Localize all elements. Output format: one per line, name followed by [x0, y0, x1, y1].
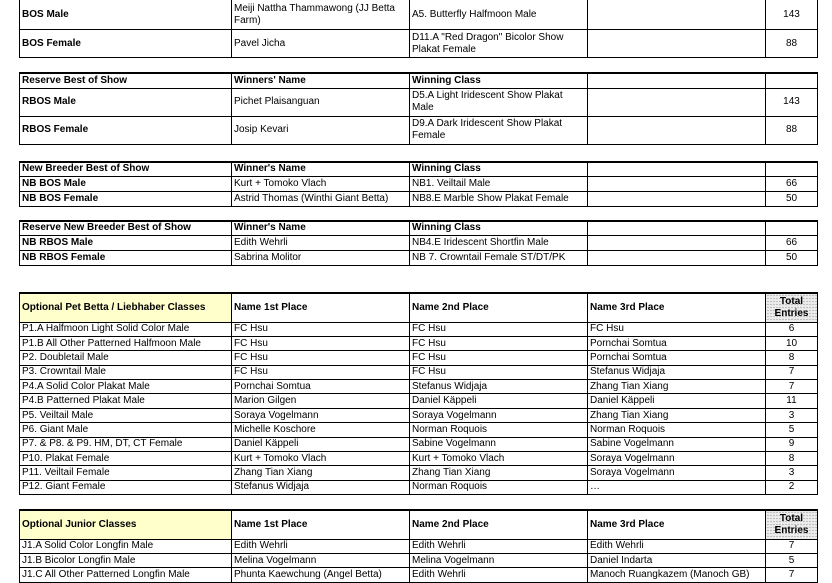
entries-cell: 8: [766, 351, 818, 365]
second-place-cell: Norman Roquois: [410, 480, 588, 494]
category-header: Optional Pet Betta / Liebhaber Classes: [20, 293, 232, 322]
second-place-cell: Daniel Käppeli: [410, 394, 588, 408]
empty-cell: [588, 88, 766, 116]
award-cell: NB BOS Female: [20, 191, 232, 206]
pet-betta-classes-table: [19, 292, 818, 495]
table-row: [20, 322, 818, 336]
first-place-cell: Soraya Vogelmann: [232, 408, 410, 422]
table-row: [20, 250, 818, 265]
award-cell: BOS Male: [20, 0, 232, 30]
table-row: [20, 452, 818, 466]
table-row: [20, 553, 818, 567]
total-entries-header: Total Entries: [766, 510, 818, 539]
first-place-cell: Zhang Tian Xiang: [232, 466, 410, 480]
third-place-cell: Manoch Ruangkazem (Manoch GB): [588, 568, 766, 582]
first-place-cell: FC Hsu: [232, 336, 410, 350]
first-place-cell: Edith Wehrli: [232, 539, 410, 553]
class-name-cell: P3. Crowntail Male: [20, 365, 232, 379]
entries-cell: 3: [766, 408, 818, 422]
entries-cell: 66: [766, 176, 818, 191]
empty-cell: [588, 235, 766, 250]
entries-cell: 143: [766, 0, 818, 30]
winning-class-cell: NB 7. Crowntail Female ST/DT/PK: [410, 250, 588, 265]
class-name-cell: P4.A Solid Color Plakat Male: [20, 380, 232, 394]
second-place-cell: FC Hsu: [410, 365, 588, 379]
column-header: Winner's Name: [232, 162, 410, 176]
second-place-cell: Stefanus Widjaja: [410, 380, 588, 394]
class-name-cell: P11. Veiltail Female: [20, 466, 232, 480]
entries-cell: 5: [766, 553, 818, 567]
third-place-cell: Pornchai Somtua: [588, 351, 766, 365]
third-place-cell: Daniel Indarta: [588, 553, 766, 567]
first-place-cell: Michelle Koschore: [232, 423, 410, 437]
third-place-cell: Pornchai Somtua: [588, 336, 766, 350]
column-header: Name 2nd Place: [410, 510, 588, 539]
entries-cell: 7: [766, 539, 818, 553]
class-name-cell: J1.A Solid Color Longfin Male: [20, 539, 232, 553]
second-place-cell: FC Hsu: [410, 322, 588, 336]
entries-cell: 88: [766, 30, 818, 58]
column-header: Winning Class: [410, 162, 588, 176]
column-header: Winning Class: [410, 73, 588, 88]
first-place-cell: FC Hsu: [232, 322, 410, 336]
second-place-cell: Zhang Tian Xiang: [410, 466, 588, 480]
table-row: [20, 191, 818, 206]
first-place-cell: Pornchai Somtua: [232, 380, 410, 394]
category-header: Optional Junior Classes: [20, 510, 232, 539]
entries-cell: 8: [766, 452, 818, 466]
first-place-cell: FC Hsu: [232, 351, 410, 365]
third-place-cell: Norman Roquois: [588, 423, 766, 437]
new-breeder-best-of-show-table: [19, 161, 818, 207]
column-header: Winners' Name: [232, 73, 410, 88]
empty-cell: [588, 116, 766, 144]
entries-cell: 5: [766, 423, 818, 437]
second-place-cell: Sabine Vogelmann: [410, 437, 588, 451]
table-row: [20, 568, 818, 582]
class-name-cell: P12. Giant Female: [20, 480, 232, 494]
empty-cell: [588, 162, 766, 176]
winner-name-cell: Kurt + Tomoko Vlach: [232, 176, 410, 191]
column-header: New Breeder Best of Show: [20, 162, 232, 176]
class-name-cell: P7. & P8. & P9. HM, DT, CT Female: [20, 437, 232, 451]
empty-cell: [588, 176, 766, 191]
class-name-cell: P5. Veiltail Male: [20, 408, 232, 422]
award-cell: RBOS Female: [20, 116, 232, 144]
column-header: Reserve New Breeder Best of Show: [20, 221, 232, 235]
entries-cell: 10: [766, 336, 818, 350]
table-header-row: [20, 293, 818, 322]
table-row: [20, 437, 818, 451]
entries-cell: 143: [766, 88, 818, 116]
entries-cell: 88: [766, 116, 818, 144]
column-header: Name 1st Place: [232, 510, 410, 539]
winning-class-cell: A5. Butterfly Halfmoon Male: [410, 0, 588, 30]
best-of-show-table: [19, 0, 818, 58]
table-row: [20, 116, 818, 144]
empty-cell: [766, 73, 818, 88]
table-row: [20, 394, 818, 408]
award-cell: NB RBOS Female: [20, 250, 232, 265]
first-place-cell: FC Hsu: [232, 365, 410, 379]
junior-classes-table: [19, 509, 818, 583]
class-name-cell: J1.B Bicolor Longfin Male: [20, 553, 232, 567]
reserve-new-breeder-best-of-show-table: [19, 220, 818, 266]
third-place-cell: Zhang Tian Xiang: [588, 380, 766, 394]
table-row: [20, 480, 818, 494]
class-name-cell: J1.C All Other Patterned Longfin Male: [20, 568, 232, 582]
winner-name-cell: Pavel Jicha: [232, 30, 410, 58]
class-name-cell: P6. Giant Male: [20, 423, 232, 437]
column-header: Winning Class: [410, 221, 588, 235]
winner-name-cell: Pichet Plaisanguan: [232, 88, 410, 116]
table-row: [20, 351, 818, 365]
entries-cell: 7: [766, 365, 818, 379]
second-place-cell: Norman Roquois: [410, 423, 588, 437]
empty-cell: [588, 0, 766, 30]
junior-rows: [20, 539, 818, 582]
award-cell: NB RBOS Male: [20, 235, 232, 250]
third-place-cell: FC Hsu: [588, 322, 766, 336]
table-row: [20, 380, 818, 394]
entries-cell: 50: [766, 191, 818, 206]
award-cell: BOS Female: [20, 30, 232, 58]
entries-cell: 6: [766, 322, 818, 336]
total-entries-header: Total Entries: [766, 293, 818, 322]
second-place-cell: Soraya Vogelmann: [410, 408, 588, 422]
second-place-cell: Edith Wehrli: [410, 539, 588, 553]
first-place-cell: Marion Gilgen: [232, 394, 410, 408]
empty-cell: [588, 191, 766, 206]
winner-name-cell: Astrid Thomas (Winthi Giant Betta): [232, 191, 410, 206]
column-header: Winner's Name: [232, 221, 410, 235]
empty-cell: [766, 221, 818, 235]
winning-class-cell: D5.A Light Iridescent Show Plakat Male: [410, 88, 588, 116]
table-row: [20, 336, 818, 350]
winning-class-cell: NB1. Veiltail Male: [410, 176, 588, 191]
table-row: [20, 176, 818, 191]
column-header: Name 3rd Place: [588, 293, 766, 322]
third-place-cell: Daniel Käppeli: [588, 394, 766, 408]
column-header: Name 1st Place: [232, 293, 410, 322]
third-place-cell: Soraya Vogelmann: [588, 466, 766, 480]
class-name-cell: P4.B Patterned Plakat Male: [20, 394, 232, 408]
column-header: Name 3rd Place: [588, 510, 766, 539]
table-header-row: [20, 162, 818, 176]
entries-cell: 7: [766, 568, 818, 582]
entries-cell: 2: [766, 480, 818, 494]
pet-betta-rows: [20, 322, 818, 495]
winner-name-cell: Meiji Nattha Thammawong (JJ Betta Farm): [232, 0, 410, 30]
table-row: [20, 539, 818, 553]
table-row: [20, 423, 818, 437]
first-place-cell: Melina Vogelmann: [232, 553, 410, 567]
third-place-cell: Sabine Vogelmann: [588, 437, 766, 451]
second-place-cell: FC Hsu: [410, 336, 588, 350]
second-place-cell: Melina Vogelmann: [410, 553, 588, 567]
entries-cell: 9: [766, 437, 818, 451]
winning-class-cell: D11.A "Red Dragon" Bicolor Show Plakat Female: [410, 30, 588, 58]
first-place-cell: Phunta Kaewchung (Angel Betta): [232, 568, 410, 582]
entries-cell: 7: [766, 380, 818, 394]
second-place-cell: FC Hsu: [410, 351, 588, 365]
winning-class-cell: D9.A Dark Iridescent Show Plakat Female: [410, 116, 588, 144]
empty-cell: [588, 30, 766, 58]
empty-cell: [588, 73, 766, 88]
entries-cell: 50: [766, 250, 818, 265]
third-place-cell: …: [588, 480, 766, 494]
empty-cell: [588, 221, 766, 235]
second-place-cell: Kurt + Tomoko Vlach: [410, 452, 588, 466]
winning-class-cell: NB4.E Iridescent Shortfin Male: [410, 235, 588, 250]
class-name-cell: P1.A Halfmoon Light Solid Color Male: [20, 322, 232, 336]
third-place-cell: Edith Wehrli: [588, 539, 766, 553]
empty-cell: [766, 162, 818, 176]
class-name-cell: P10. Plakat Female: [20, 452, 232, 466]
first-place-cell: Stefanus Widjaja: [232, 480, 410, 494]
table-row: [20, 88, 818, 116]
winner-name-cell: Josip Kevari: [232, 116, 410, 144]
table-row: [20, 30, 818, 58]
reserve-best-of-show-table: [19, 72, 818, 145]
table-row: [20, 0, 818, 30]
first-place-cell: Daniel Käppeli: [232, 437, 410, 451]
class-name-cell: P2. Doubletail Male: [20, 351, 232, 365]
award-cell: NB BOS Male: [20, 176, 232, 191]
third-place-cell: Stefanus Widjaja: [588, 365, 766, 379]
winner-name-cell: Sabrina Molitor: [232, 250, 410, 265]
second-place-cell: Edith Wehrli: [410, 568, 588, 582]
table-row: [20, 235, 818, 250]
entries-cell: 66: [766, 235, 818, 250]
entries-cell: 3: [766, 466, 818, 480]
first-place-cell: Kurt + Tomoko Vlach: [232, 452, 410, 466]
empty-cell: [588, 250, 766, 265]
column-header: Reserve Best of Show: [20, 73, 232, 88]
class-name-cell: P1.B All Other Patterned Halfmoon Male: [20, 336, 232, 350]
award-cell: RBOS Male: [20, 88, 232, 116]
table-row: [20, 365, 818, 379]
table-row: [20, 466, 818, 480]
table-row: [20, 408, 818, 422]
winner-name-cell: Edith Wehrli: [232, 235, 410, 250]
winning-class-cell: NB8.E Marble Show Plakat Female: [410, 191, 588, 206]
table-header-row: [20, 73, 818, 88]
column-header: Name 2nd Place: [410, 293, 588, 322]
table-header-row: [20, 510, 818, 539]
third-place-cell: Soraya Vogelmann: [588, 452, 766, 466]
entries-cell: 11: [766, 394, 818, 408]
third-place-cell: Zhang Tian Xiang: [588, 408, 766, 422]
table-header-row: [20, 221, 818, 235]
